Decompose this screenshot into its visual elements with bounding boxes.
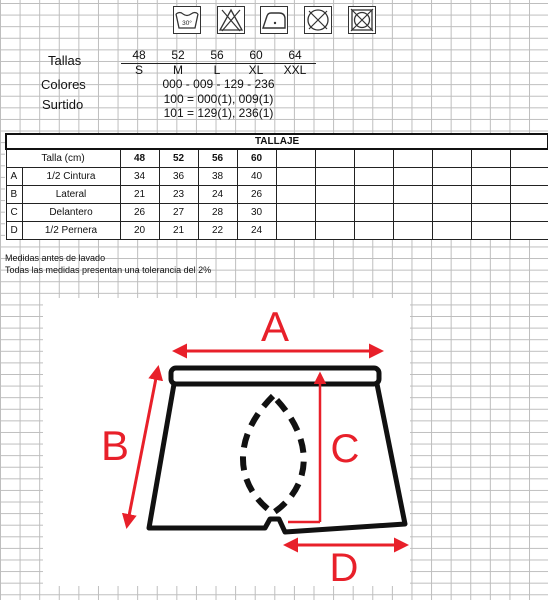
- size-letter: XXL: [283, 63, 307, 77]
- size-header: 52: [159, 149, 198, 168]
- sizes-divider: [121, 63, 316, 64]
- row-name: 1/2 Cintura: [22, 168, 120, 186]
- row-value: 26: [237, 186, 276, 204]
- size-num: 60: [249, 48, 263, 62]
- surtido-line-1: 100 = 000(1), 009(1): [163, 92, 274, 106]
- measure-c-label: C: [330, 427, 360, 471]
- size-num: 64: [288, 48, 302, 62]
- measure-a-label: A: [260, 303, 290, 350]
- no-tumble-dry-icon: [348, 6, 376, 34]
- size-num: 52: [171, 48, 185, 62]
- table-row: [6, 222, 548, 240]
- table-header-row: [6, 149, 548, 168]
- row-value: 24: [198, 186, 237, 204]
- no-bleach-icon: [217, 6, 245, 34]
- table-row: [6, 204, 548, 222]
- garment-diagram: [43, 298, 410, 586]
- size-num: 56: [210, 48, 224, 62]
- row-code: B: [6, 186, 22, 204]
- pouch-dashed-outline: [243, 396, 304, 513]
- size-letter: M: [173, 63, 183, 77]
- row-value: 27: [159, 204, 198, 222]
- row-value: 38: [198, 168, 237, 186]
- colores-value: 000 - 009 - 129 - 236: [162, 77, 275, 91]
- row-value: 36: [159, 168, 198, 186]
- size-letter: S: [134, 63, 143, 77]
- surtido-label: Surtido: [42, 97, 84, 112]
- row-value: 40: [237, 168, 276, 186]
- talla-header: Talla (cm): [6, 149, 120, 168]
- row-name: Lateral: [22, 186, 120, 204]
- note-before-wash: Medidas antes de lavado: [5, 253, 106, 263]
- measure-b-label: B: [100, 422, 130, 469]
- wash-temp-label: 30°: [182, 20, 192, 27]
- table-row: [6, 168, 548, 186]
- surtido-line-2: 101 = 129(1), 236(1): [163, 106, 274, 120]
- row-code: C: [6, 204, 22, 222]
- measure-d-label: D: [329, 546, 359, 586]
- iron-low-icon: [260, 6, 288, 34]
- row-value: 34: [120, 168, 159, 186]
- row-value: 21: [159, 222, 198, 240]
- table-title: TALLAJE: [6, 134, 548, 149]
- row-value: 26: [120, 204, 159, 222]
- row-value: 20: [120, 222, 159, 240]
- size-letter: L: [213, 63, 221, 77]
- row-name: Delantero: [22, 204, 120, 222]
- row-value: 28: [198, 204, 237, 222]
- row-value: 21: [120, 186, 159, 204]
- note-tolerance: Todas las medidas presentan una tolerancia del 2%: [5, 265, 212, 275]
- table-row: [6, 186, 548, 204]
- size-header: 48: [120, 149, 159, 168]
- size-letter: XL: [248, 63, 264, 77]
- row-value: 22: [198, 222, 237, 240]
- care-symbols: [173, 6, 378, 34]
- row-name: 1/2 Pernera: [22, 222, 120, 240]
- row-value: 24: [237, 222, 276, 240]
- size-header: 60: [237, 149, 276, 168]
- row-value: 23: [159, 186, 198, 204]
- tallaje-table: [5, 133, 548, 240]
- size-header: 56: [198, 149, 237, 168]
- row-value: 30: [237, 204, 276, 222]
- size-num: 48: [132, 48, 146, 62]
- row-code: D: [6, 222, 22, 240]
- colores-label: Colores: [41, 77, 86, 92]
- wash-30-icon: [173, 6, 201, 34]
- row-code: A: [6, 168, 22, 186]
- no-dry-clean-icon: [304, 6, 332, 34]
- tallas-label: Tallas: [48, 53, 82, 68]
